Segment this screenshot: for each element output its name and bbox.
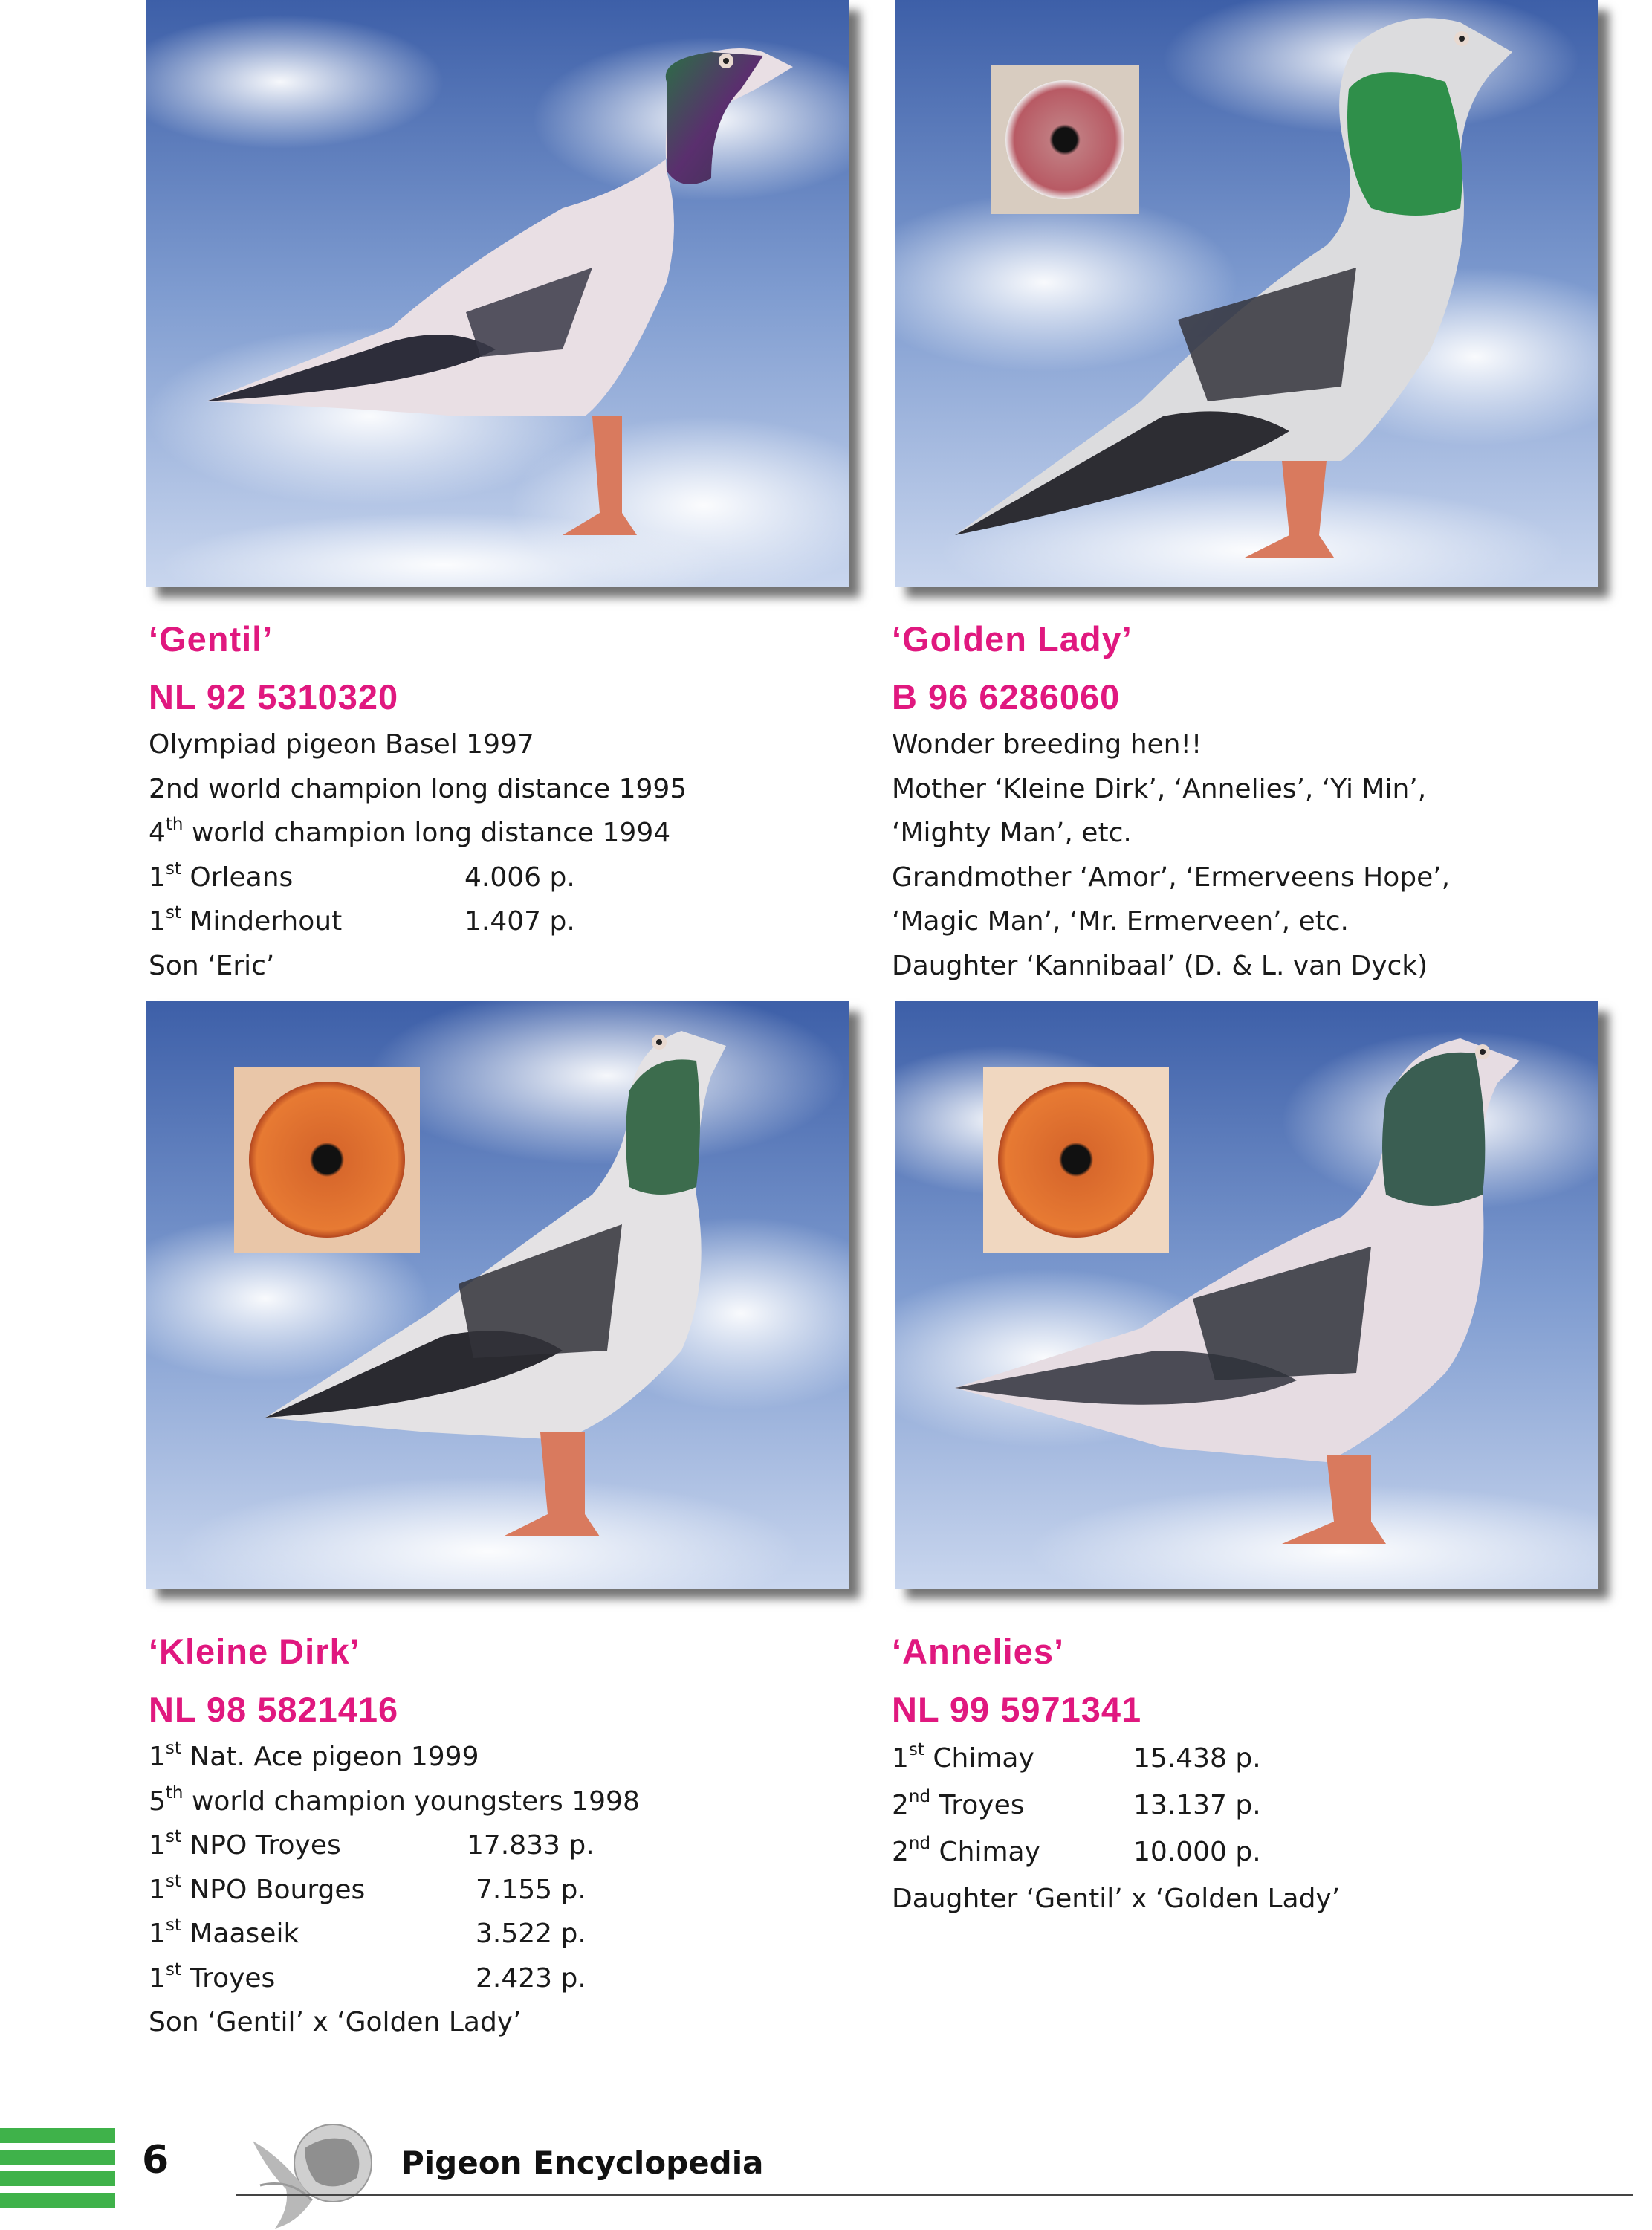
line: 1st Nat. Ace pigeon 1999 [149,1739,479,1772]
line: 4th world champion long distance 1994 [149,815,671,848]
footer-stripes [0,2128,115,2214]
photo-annelies [895,1001,1598,1589]
publication-title: Pigeon Encyclopedia [401,2145,764,2181]
points: 3.522 p. [476,1919,586,1949]
pigeon-name: ‘Golden Lady’ [892,619,1133,659]
line: Olympiad pigeon Basel 1997 [149,729,534,760]
points: 10.000 p. [1133,1837,1261,1867]
line: ‘Mighty Man’, etc. [892,818,1132,848]
line: Daughter ‘Gentil’ x ‘Golden Lady’ [892,1884,1341,1914]
points: 7.155 p. [476,1874,586,1905]
photo-gentil [146,0,849,587]
line: Daughter ‘Kannibaal’ (D. & L. van Dyck) [892,950,1428,981]
points: 4.006 p. [464,862,575,893]
line: 2nd world champion long distance 1995 [149,773,687,804]
points: 15.438 p. [1133,1743,1261,1774]
points: 13.137 p. [1133,1790,1261,1820]
line: 1st Troyes 2.423 p. [149,1956,862,2001]
eye-inset [1005,80,1124,199]
page-number: 6 [142,2138,169,2182]
points: 1.407 p. [464,906,575,937]
line: Mother ‘Kleine Dirk’, ‘Annelies’, ‘Yi Min’, [892,773,1427,804]
line: 1st Chimay 15.438 p. [892,1735,1605,1782]
eye-inset [998,1082,1154,1238]
entry-golden-lady [892,618,1605,988]
pigeon-name: ‘Gentil’ [149,619,273,659]
line: Grandmother ‘Amor’, ‘Ermerveens Hope’, [892,862,1451,893]
pigeon-name: ‘Kleine Dirk’ [149,1632,360,1671]
ring-number: B 96 6286060 [892,677,1121,717]
line: 1st Maaseik 3.522 p. [149,1912,862,1956]
photo-kleine-dirk [146,1001,849,1589]
line: 1st NPO Troyes 17.833 p. [149,1823,862,1868]
eye-inset [249,1082,405,1238]
line: 2nd Chimay 10.000 p. [892,1829,1605,1875]
entry-gentil [149,618,862,988]
globe-dove-logo [245,2118,394,2230]
line: Son ‘Gentil’ x ‘Golden Lady’ [149,2007,522,2037]
line: 1st Orleans 4.006 p. [149,856,862,900]
pigeon-name: ‘Annelies’ [892,1632,1065,1671]
ring-number: NL 92 5310320 [149,677,399,717]
line: ‘Magic Man’, ‘Mr. Ermerveen’, etc. [892,906,1349,937]
points: 17.833 p. [467,1830,595,1861]
line: Wonder breeding hen!! [892,729,1202,760]
line: Son ‘Eric’ [149,950,275,981]
line: 1st NPO Bourges 7.155 p. [149,1868,862,1913]
line: 1st Minderhout 1.407 p. [149,899,862,944]
footer-divider [236,2194,1633,2196]
photo-golden-lady [895,0,1598,587]
ring-number: NL 99 5971341 [892,1690,1142,1729]
entry-annelies [892,1631,1605,1922]
line: 2nd Troyes 13.137 p. [892,1782,1605,1829]
line: 5th world champion youngsters 1998 [149,1783,640,1817]
ring-number: NL 98 5821416 [149,1690,399,1729]
points: 2.423 p. [476,1962,586,1994]
entry-kleine-dirk [149,1631,862,2045]
